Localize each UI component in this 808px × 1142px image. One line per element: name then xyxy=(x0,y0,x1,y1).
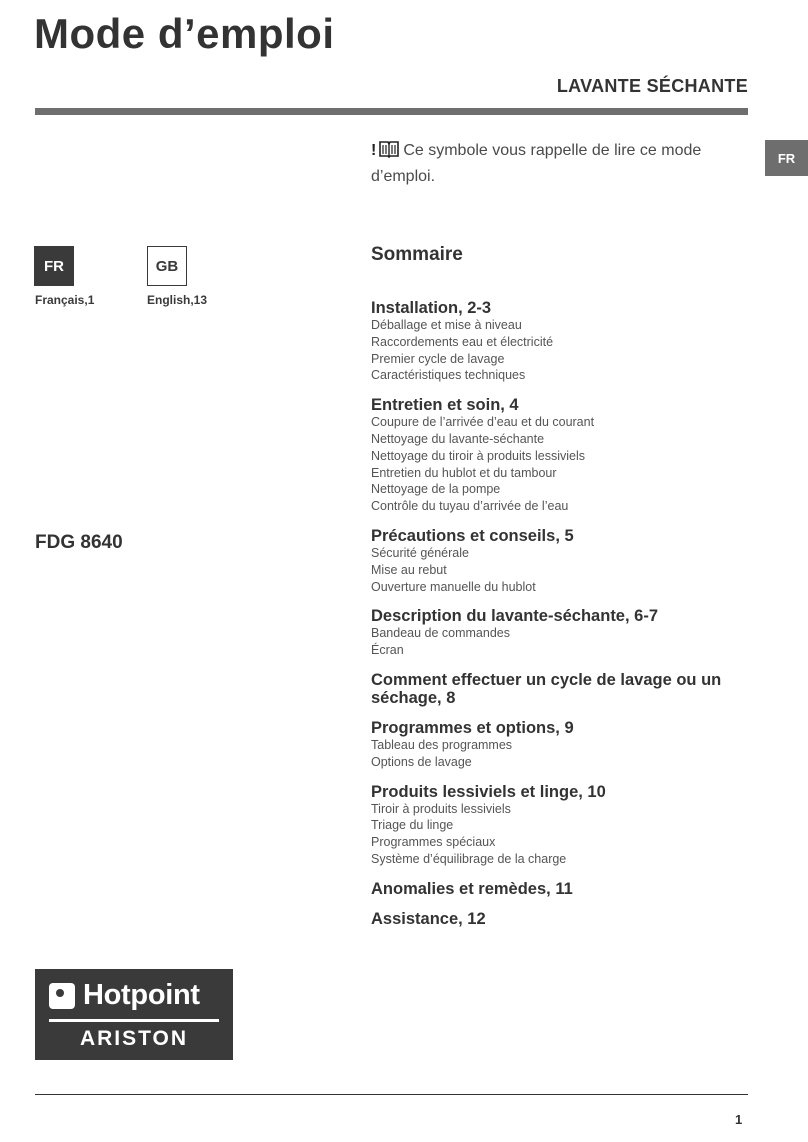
toc-item[interactable]: Premier cycle de lavage xyxy=(371,351,505,366)
toc-item[interactable]: Entretien du hublot et du tambour xyxy=(371,465,557,480)
toc-item[interactable]: Tableau des programmes xyxy=(371,737,513,752)
toc-section xyxy=(371,880,741,898)
page-title: Mode d’emploi xyxy=(34,10,335,57)
table-of-contents xyxy=(371,299,741,940)
notice-exclamation: ! xyxy=(371,142,377,159)
toc-section xyxy=(371,299,741,384)
toc-section xyxy=(371,396,741,515)
toc-item[interactable]: Déballage et mise à niveau xyxy=(371,318,522,332)
toc-section xyxy=(371,527,741,595)
toc-item[interactable]: Coupure de l’arrivée d’eau et du courant xyxy=(371,415,595,430)
toc-item[interactable]: Bandeau de commandes xyxy=(371,626,510,641)
toc-section-title[interactable]: Entretien et soin, 4 xyxy=(371,396,519,415)
toc-section xyxy=(371,607,741,659)
toc-item[interactable]: Écran xyxy=(371,643,404,658)
notice-text: Ce symbole vous rappelle de lire ce mode d’emploi. xyxy=(371,142,702,185)
toc-section-title[interactable]: Précautions et conseils, 5 xyxy=(371,526,574,545)
toc-item[interactable]: Nettoyage du lavante-séchante xyxy=(371,431,545,446)
toc-item[interactable]: Raccordements eau et électricité xyxy=(371,334,554,349)
toc-section-title[interactable]: Installation, 2-3 xyxy=(371,299,492,317)
toc-section-title[interactable]: Comment effectuer un cycle de lavage ou un séchage, 8 xyxy=(371,670,722,707)
language-box-fr[interactable]: FR xyxy=(34,246,74,286)
brand-logo xyxy=(35,969,233,1060)
logo-divider xyxy=(49,1019,219,1022)
toc-heading: Sommaire xyxy=(371,244,463,265)
toc-section-title[interactable]: Assistance, 12 xyxy=(371,909,486,928)
toc-section xyxy=(371,719,741,771)
toc-item[interactable]: Options de lavage xyxy=(371,754,472,769)
book-icon xyxy=(378,140,400,165)
model-number: FDG 8640 xyxy=(35,532,123,553)
toc-item[interactable]: Ouverture manuelle du hublot xyxy=(371,579,536,594)
toc-item[interactable]: Système d’équilibrage de la charge xyxy=(371,851,567,866)
footer-divider xyxy=(35,1094,748,1095)
toc-section-title[interactable]: Description du lavante-séchante, 6-7 xyxy=(371,607,659,626)
toc-item[interactable]: Triage du linge xyxy=(371,818,454,833)
toc-item[interactable]: Tiroir à produits lessiviels xyxy=(371,801,511,816)
toc-section-title[interactable]: Anomalies et remèdes, 11 xyxy=(371,879,573,898)
toc-section xyxy=(371,910,741,928)
toc-item[interactable]: Mise au rebut xyxy=(371,562,447,577)
product-type-heading: LAVANTE SÉCHANTE xyxy=(556,76,748,96)
toc-section xyxy=(371,671,741,707)
toc-section xyxy=(371,783,741,868)
language-label-fr[interactable]: Français,1 xyxy=(35,293,95,307)
toc-item[interactable]: Nettoyage de la pompe xyxy=(371,482,501,497)
header-divider xyxy=(35,108,748,115)
language-box-gb[interactable]: GB xyxy=(147,246,187,286)
language-label-gb[interactable]: English,13 xyxy=(147,293,208,307)
toc-item[interactable]: Sécurité générale xyxy=(371,545,469,560)
toc-item[interactable]: Contrôle du tuyau d’arrivée de l’eau xyxy=(371,499,569,514)
language-side-tab: FR xyxy=(765,140,808,176)
toc-section-title[interactable]: Programmes et options, 9 xyxy=(371,718,574,737)
read-manual-notice xyxy=(371,139,731,188)
page-number: 1 xyxy=(735,1112,743,1127)
toc-item[interactable]: Caractéristiques techniques xyxy=(371,368,526,383)
toc-item[interactable]: Programmes spéciaux xyxy=(371,835,496,850)
logo-brand-name: Hotpoint xyxy=(83,979,200,1011)
toc-item[interactable]: Nettoyage du tiroir à produits lessiviels xyxy=(371,448,585,463)
logo-subbrand: ARISTON xyxy=(79,1027,189,1050)
toc-section-title[interactable]: Produits lessiviels et linge, 10 xyxy=(371,782,606,801)
hotpoint-logo-icon xyxy=(49,983,75,1009)
